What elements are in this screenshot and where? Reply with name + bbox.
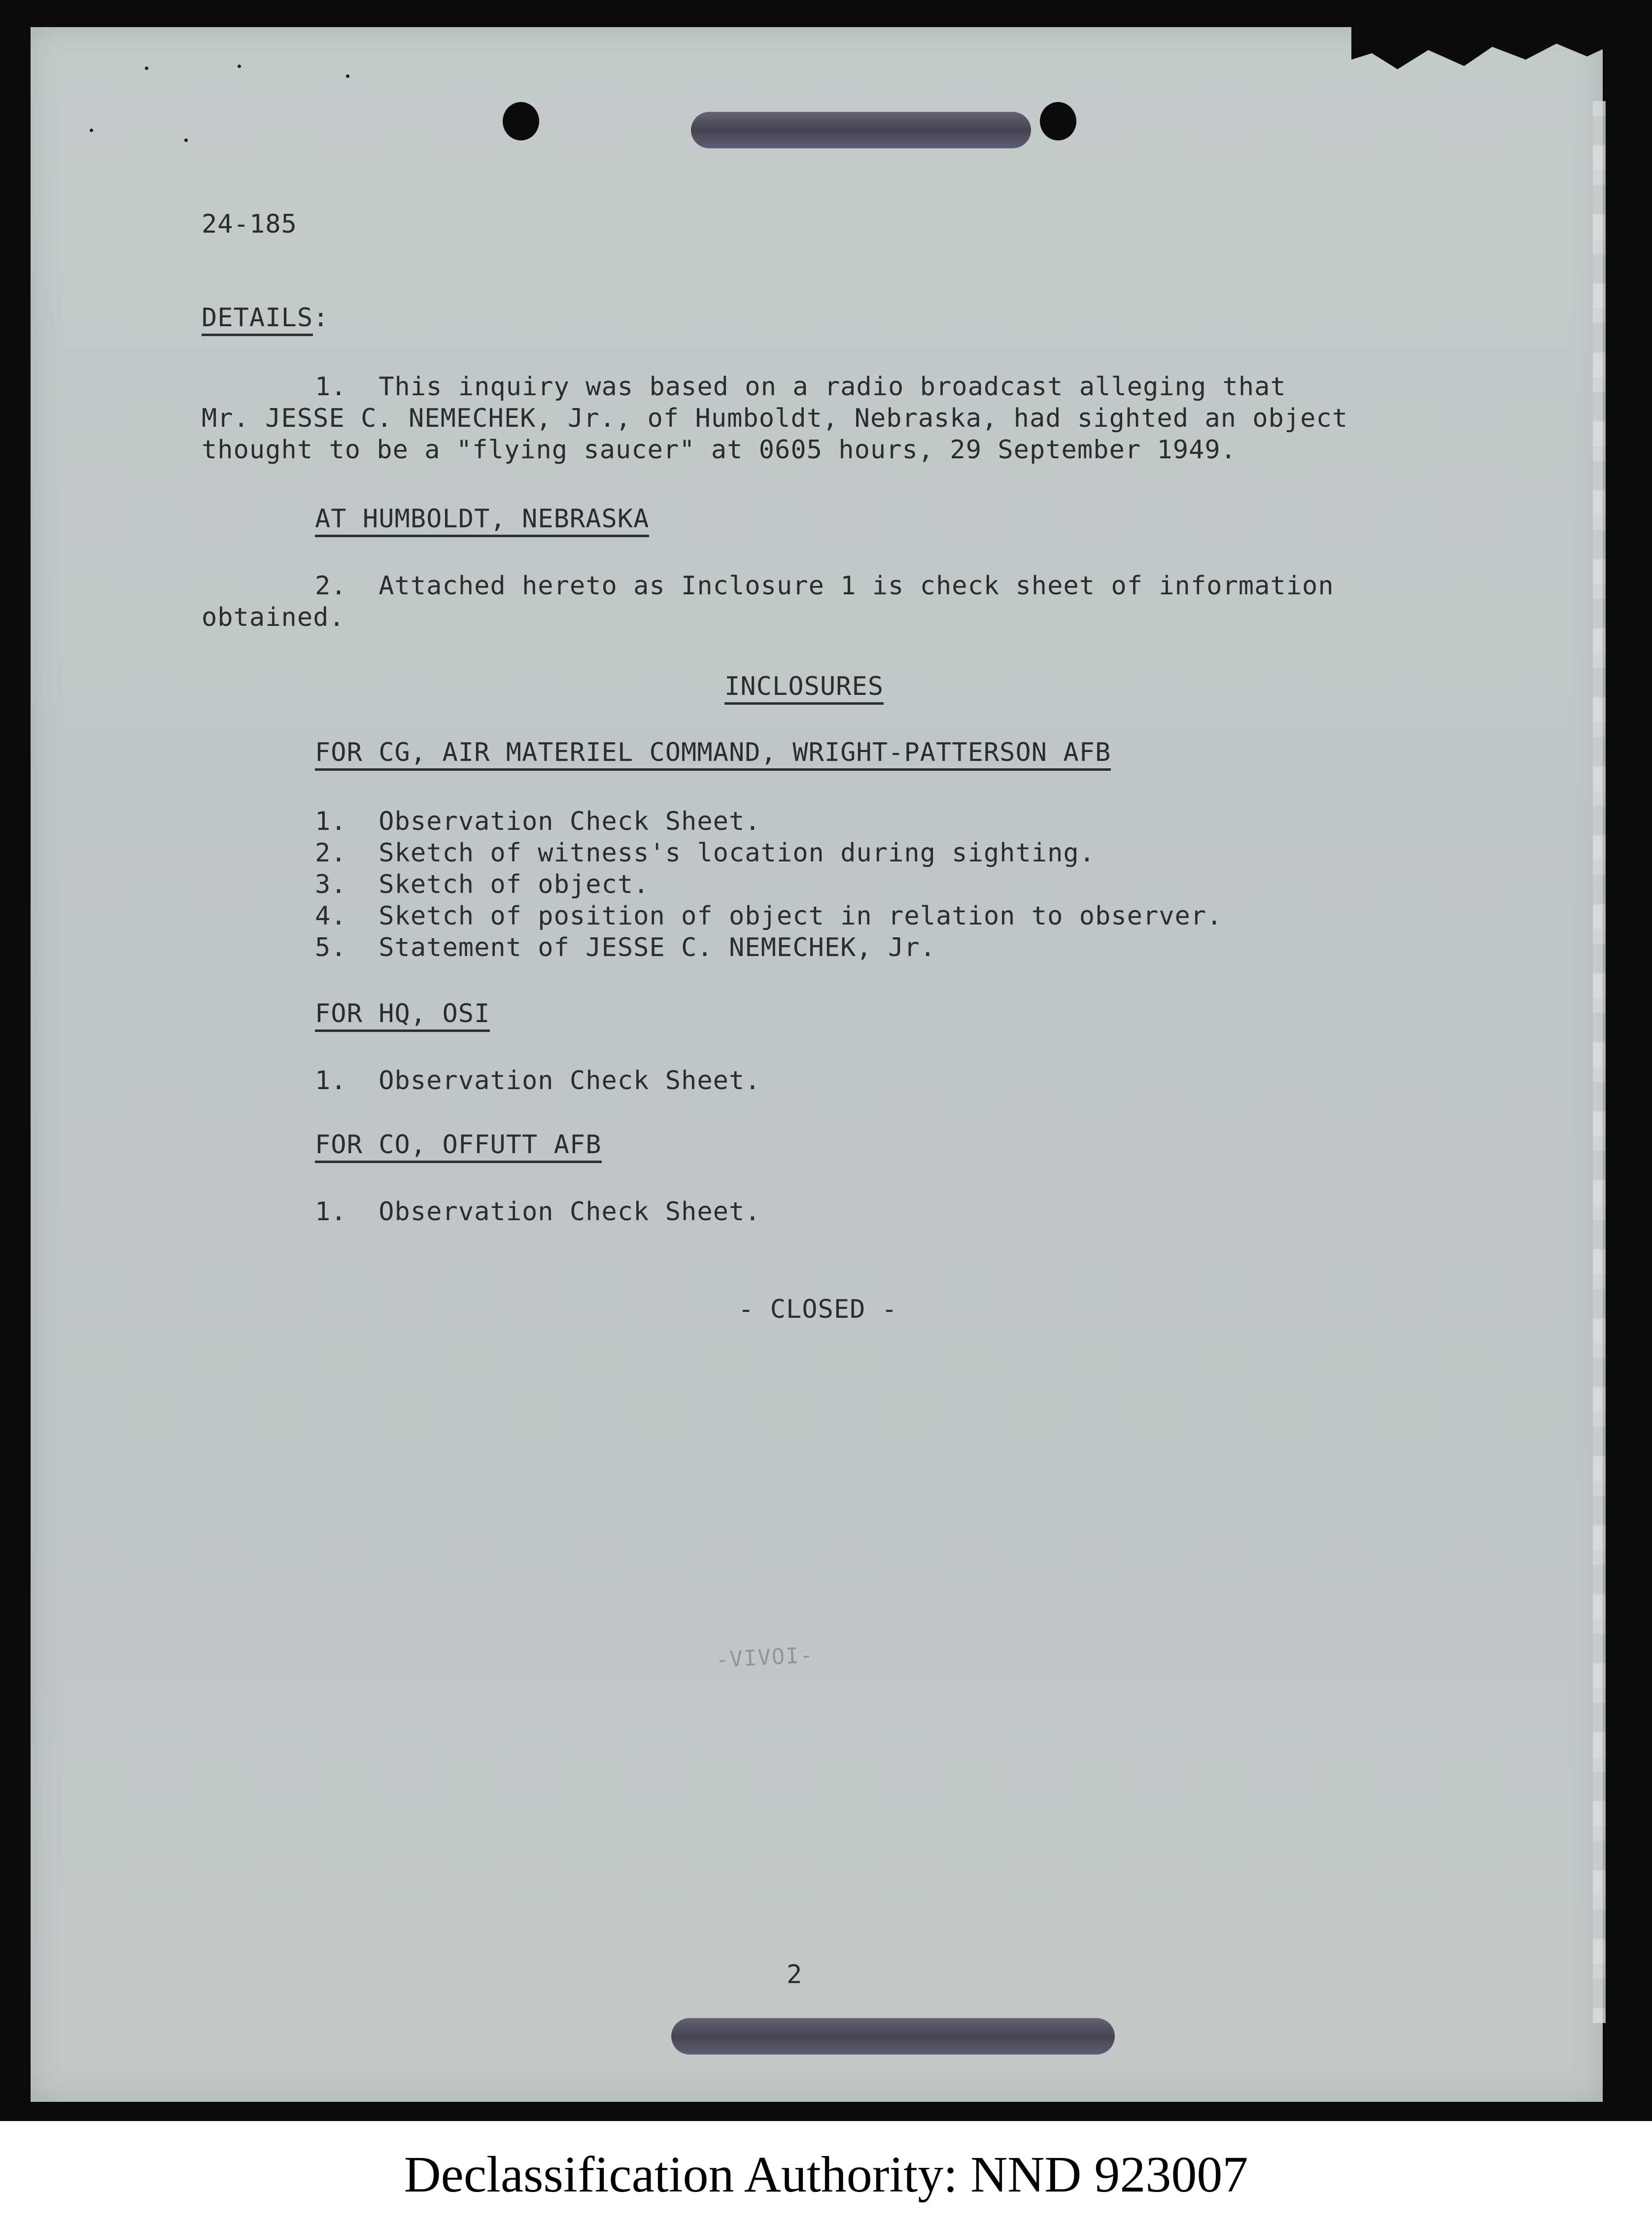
inclosure-item: 2. Sketch of witness's location during sighting. — [315, 838, 1096, 868]
details-heading — [202, 302, 329, 334]
speck — [145, 67, 148, 70]
speck — [346, 74, 349, 78]
document-page — [31, 27, 1603, 2102]
inclosure-item: 4. Sketch of position of object in relation to observer. — [315, 901, 1223, 931]
speck — [90, 129, 93, 132]
speck — [238, 65, 241, 68]
punch-hole-left — [503, 102, 539, 140]
speck — [184, 138, 188, 142]
para1-line2: Mr. JESSE C. NEMECHEK, Jr., of Humboldt, Nebraska, had sighted an object — [202, 404, 1348, 433]
file-number: 24-185 — [202, 209, 297, 239]
group-heading-amc-text: FOR CG, AIR MATERIEL COMMAND, WRIGHT-PATTERSON AFB — [315, 738, 1111, 771]
paper-edge — [1593, 101, 1606, 2023]
inclosure-item: 1. Observation Check Sheet. — [315, 1066, 761, 1096]
redaction-mark-bottom — [671, 2018, 1115, 2055]
group-heading-offutt-text: FOR CO, OFFUTT AFB — [315, 1130, 602, 1163]
details-heading-text: DETAILS — [202, 303, 313, 336]
torn-corner — [1351, 21, 1608, 85]
para2-line1: 2. Attached hereto as Inclosure 1 is check sheet of information — [315, 571, 1334, 601]
inclosure-item: 1. Observation Check Sheet. — [315, 1197, 761, 1227]
faint-stamp: -VIVOI- — [715, 1642, 815, 1673]
inclosures-heading-text: INCLOSURES — [724, 672, 884, 705]
group-heading-osi — [315, 998, 490, 1029]
inclosure-item: 1. Observation Check Sheet. — [315, 807, 761, 836]
inclosure-item: 5. Statement of JESSE C. NEMECHEK, Jr. — [315, 933, 936, 962]
page-number: 2 — [787, 1960, 803, 1989]
group-heading-amc — [315, 737, 1111, 768]
para2-line2: obtained. — [202, 603, 345, 632]
para1-line1: 1. This inquiry was based on a radio broadcast alleging that — [315, 372, 1286, 402]
group-heading-osi-text: FOR HQ, OSI — [315, 999, 490, 1032]
location-heading — [315, 503, 649, 535]
punch-hole-right — [1040, 102, 1076, 140]
details-colon: : — [313, 303, 329, 333]
declassification-footer: Declassification Authority: NND 923007 — [404, 2146, 1248, 2203]
group-heading-offutt — [315, 1129, 602, 1161]
inclosures-heading — [724, 671, 884, 702]
closed-marker: - CLOSED - — [738, 1295, 898, 1324]
redaction-mark-top — [691, 112, 1031, 148]
para1-line3: thought to be a "flying saucer" at 0605 hours, 29 September 1949. — [202, 435, 1237, 465]
location-heading-text: AT HUMBOLDT, NEBRASKA — [315, 504, 649, 537]
inclosure-item: 3. Sketch of object. — [315, 870, 650, 899]
